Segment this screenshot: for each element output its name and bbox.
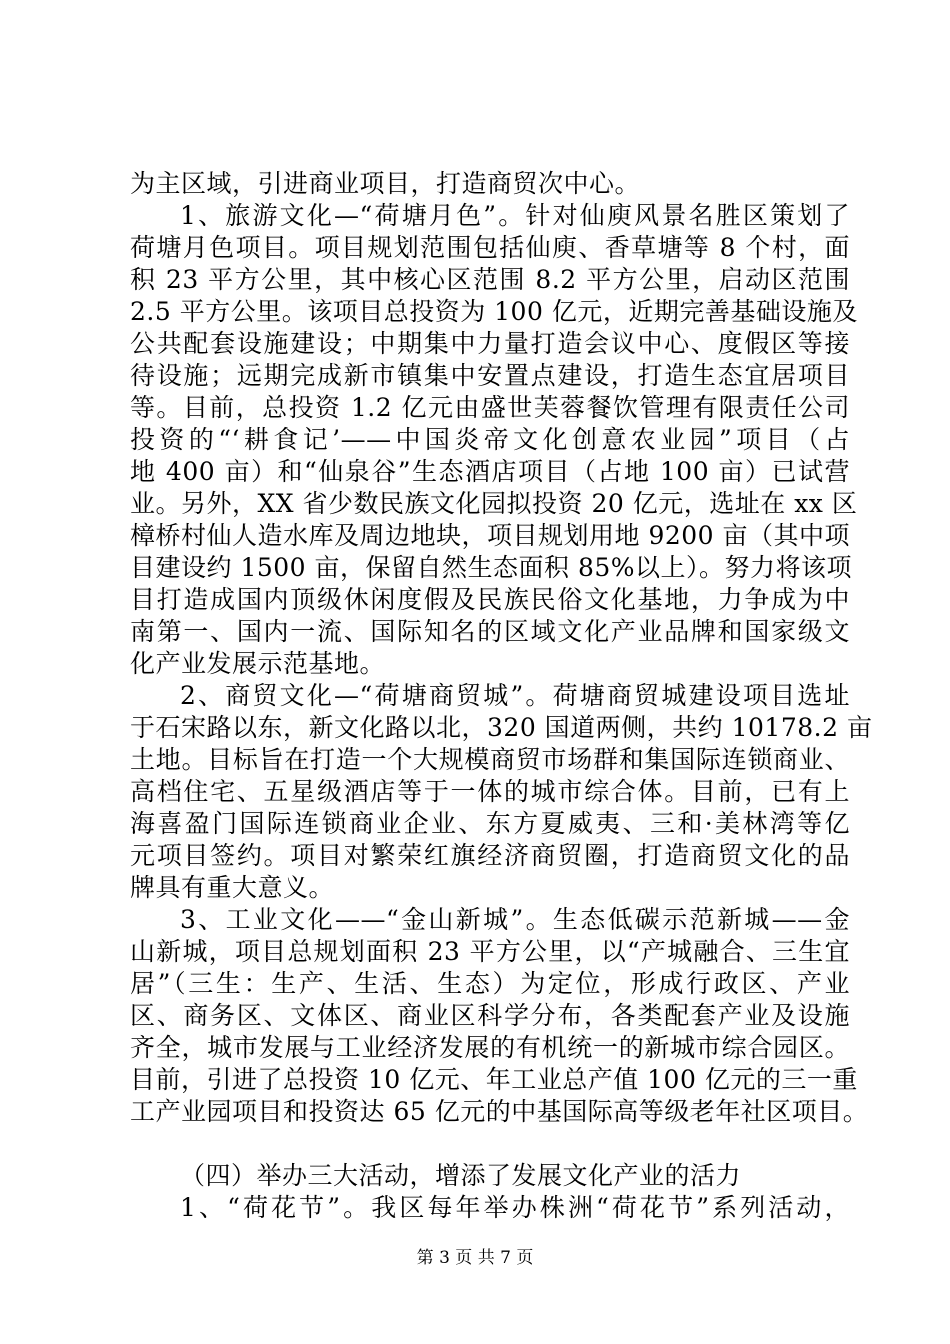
text-line: 积 23 平方公里，其中核心区范围 8.2 平方公里，启动区范围 — [130, 265, 850, 294]
text-line: 目建设约 1500 亩，保留自然生态面积 85%以上）。努力将该项 — [130, 553, 853, 582]
text-line: 樟桥村仙人造水库及周边地块，项目规划用地 9200 亩（其中项 — [130, 521, 851, 550]
text-line: 荷塘月色项目。项目规划范围包括仙庾、香草塘等 8 个村，面 — [130, 233, 850, 262]
page-footer: 第 3 页 共 7 页 — [416, 1248, 534, 1268]
text-line: 牌具有重大意义。 — [130, 873, 335, 902]
text-line: 业。另外，XX 省少数民族文化园拟投资 20 亿元，选址在 xx 区 — [130, 489, 858, 518]
text-line: 土地。目标旨在打造一个大规模商贸市场群和集国际连锁商业、 — [130, 745, 850, 774]
text-line: 1、旅游文化—“荷塘月色”。针对仙庾风景名胜区策划了 — [180, 201, 850, 230]
text-line: 海喜盈门国际连锁商业企业、东方夏威夷、三和·美林湾等亿 — [130, 809, 850, 838]
text-line: 地 400 亩）和“仙泉谷”生态酒店项目（占地 100 亩）已试营 — [130, 457, 850, 486]
text-line: 高档住宅、五星级酒店等于一体的城市综合体。目前，已有上 — [130, 777, 850, 806]
text-line: 公共配套设施建设；中期集中力量打造会议中心、度假区等接 — [130, 329, 850, 358]
text-line: 于石宋路以东，新文化路以北，320 国道两侧，共约 10178.2 亩 — [130, 713, 873, 742]
text-line: 化产业发展示范基地。 — [130, 649, 386, 678]
text-line: 目打造成国内顶级休闲度假及民族民俗文化基地，力争成为中 — [130, 585, 850, 614]
text-line: 居”（三生：生产、生活、生态）为定位，形成行政区、产业 — [130, 969, 850, 998]
text-line: 工产业园项目和投资达 65 亿元的中基国际高等级老年社区项目。 — [130, 1097, 869, 1126]
text-line: 区、商务区、文体区、商业区科学分布，各类配套产业及设施 — [130, 1001, 850, 1030]
text-line: 1、“荷花节”。我区每年举办株洲“荷花节”系列活动， — [180, 1193, 850, 1222]
text-line: 3、工业文化——“金山新城”。生态低碳示范新城——金 — [180, 905, 850, 934]
text-line: （四）举办三大活动，增添了发展文化产业的活力 — [180, 1161, 742, 1190]
text-line: 等。目前，总投资 1.2 亿元由盛世芙蓉餐饮管理有限责任公司 — [130, 393, 850, 422]
text-line: 山新城，项目总规划面积 23 平方公里，以“产城融合、三生宜 — [130, 937, 850, 966]
paragraph-gap — [130, 1128, 850, 1160]
text-line: 元项目签约。项目对繁荣红旗经济商贸圈，打造商贸文化的品 — [130, 841, 850, 870]
text-line: 待设施；远期完成新市镇集中安置点建设，打造生态宜居项目 — [130, 361, 850, 390]
text-line: 2.5 平方公里。该项目总投资为 100 亿元，近期完善基础设施及 — [130, 297, 858, 326]
body-text — [130, 168, 873, 1224]
text-line: 目前，引进了总投资 10 亿元、年工业总产值 100 亿元的三一重 — [130, 1065, 858, 1094]
text-line: 南第一、国内一流、国际知名的区域文化产业品牌和国家级文 — [130, 617, 850, 646]
text-line: 投资的“‘耕食记’——中国炎帝文化创意农业园”项目（占 — [130, 425, 850, 454]
text-line: 2、商贸文化—“荷塘商贸城”。荷塘商贸城建设项目选址 — [180, 681, 850, 710]
text-line: 为主区域，引进商业项目，打造商贸次中心。 — [130, 169, 641, 198]
text-line: 齐全，城市发展与工业经济发展的有机统一的新城市综合园区。 — [130, 1033, 850, 1062]
